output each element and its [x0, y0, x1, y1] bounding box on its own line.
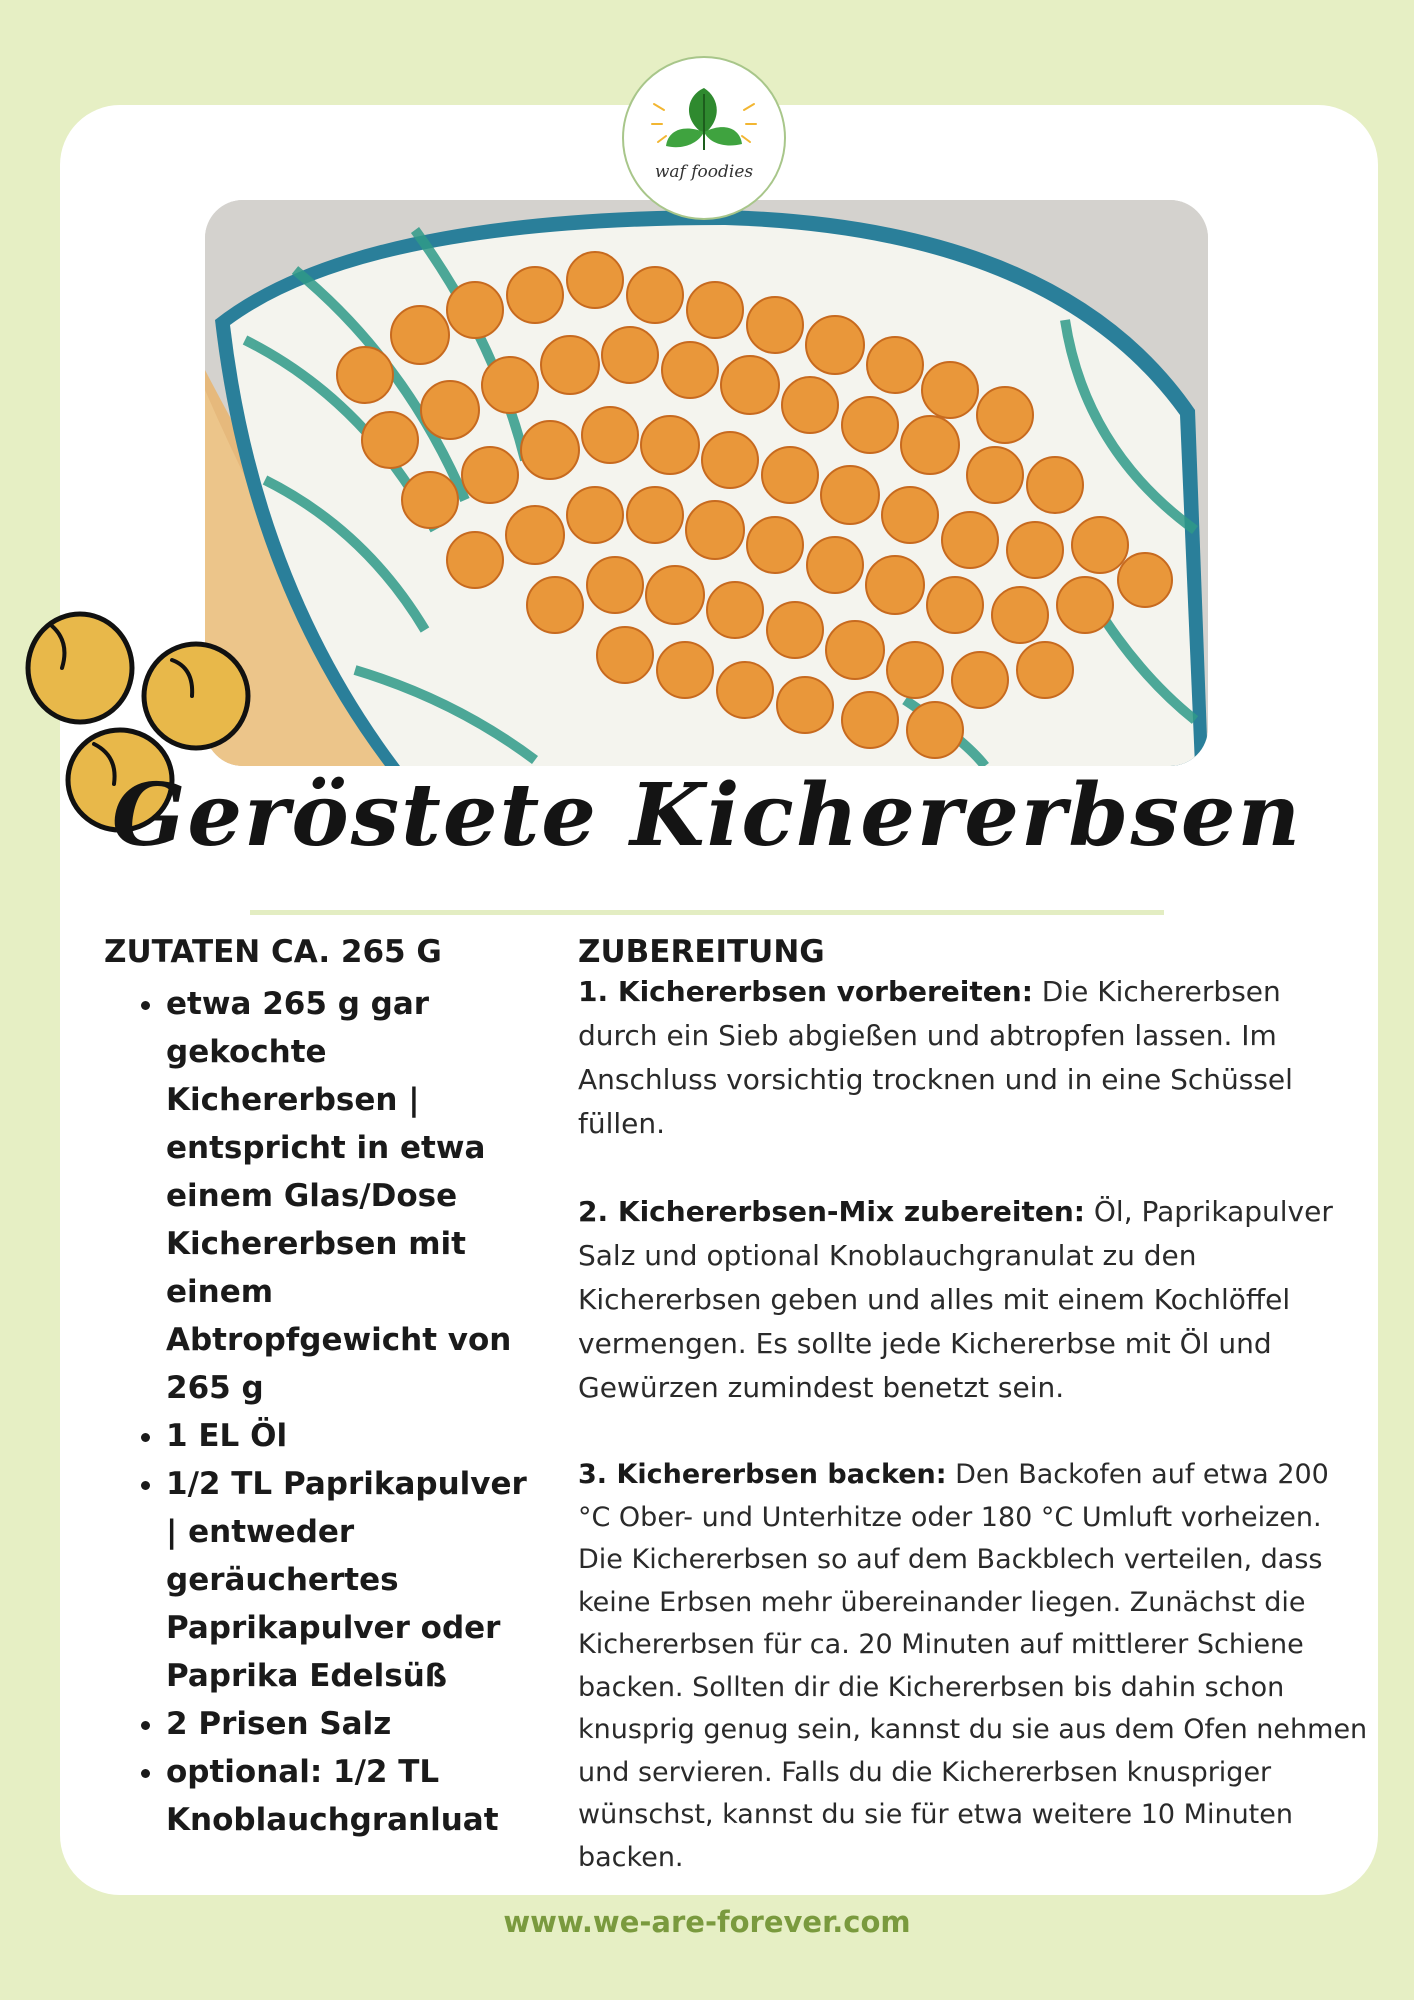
ingredient-item: • 2 Prisen Salz [166, 1700, 544, 1748]
ingredient-item: • 1/2 TL Paprikapulver | entweder geräuchertes Paprikapulver oder Paprika Edelsüß [166, 1460, 544, 1700]
title-divider [250, 910, 1164, 915]
preparation-step [578, 970, 1368, 1146]
preparation-section [578, 934, 1368, 1923]
website-link[interactable]: www.we-are-forever.com [503, 1905, 911, 1939]
ingredients-list [104, 980, 544, 1844]
brand-logo[interactable] [622, 56, 786, 220]
recipe-photo [205, 200, 1208, 766]
ingredient-item: • 1 EL Öl [166, 1412, 544, 1460]
step-label: 3. Kichererbsen backen: [578, 1459, 947, 1490]
ingredient-item: • etwa 265 g gar gekochte Kichererbsen | entspricht in etwa einem Glas/Dose Kichererbsen mit einem Abtropfgewicht von 265 g [166, 980, 544, 1412]
ingredients-heading: ZUTATEN CA. 265 G [104, 934, 442, 970]
step-label: 2. Kichererbsen-Mix zubereiten: [578, 1195, 1085, 1228]
step-text: Die Kichererbsen durch ein Sieb abgießen und abtropfen lassen. Im Anschluss vorsichtig trocknen und in eine Schüssel füllen. [578, 975, 1293, 1140]
preparation-heading: ZUBEREITUNG [578, 934, 825, 970]
step-text: Den Backofen auf etwa 200 °C Ober- und Unterhitze oder 180 °C Umluft vorheizen. Die Kichererbsen so auf dem Backblech verteilen, dass keine Erbsen mehr übereinander liegen. Zunächst die Kichererbsen für ca. 20 Minuten auf mittlerer Schiene backen. Sollten dir die Kichererbsen bis dahin schon knusprig genug sein, kannst du sie aus dem Ofen nehmen und servieren. Falls du die Kichererbsen knuspriger wünschst, kannst du sie für etwa weitere 10 Minuten backen. [578, 1459, 1368, 1873]
basil-leaf-icon [624, 58, 784, 218]
ingredient-item: • optional: 1/2 TL Knoblauchgranluat [166, 1748, 544, 1844]
ingredients-section [104, 934, 544, 1844]
recipe-title: Geröstete Kichererbsen [111, 765, 1303, 866]
logo-brand-text: waf foodies [654, 162, 754, 182]
preparation-step [578, 1190, 1368, 1410]
step-text: Öl, Paprikapulver Salz und optional Knoblauchgranulat zu den Kichererbsen geben und alles mit einem Kochlöffel vermengen. Es sollte jede Kichererbse mit Öl und Gewürzen zumindest benetzt sein. [578, 1195, 1333, 1404]
step-label: 1. Kichererbsen vorbereiten: [578, 975, 1033, 1008]
preparation-step [578, 1454, 1368, 1879]
